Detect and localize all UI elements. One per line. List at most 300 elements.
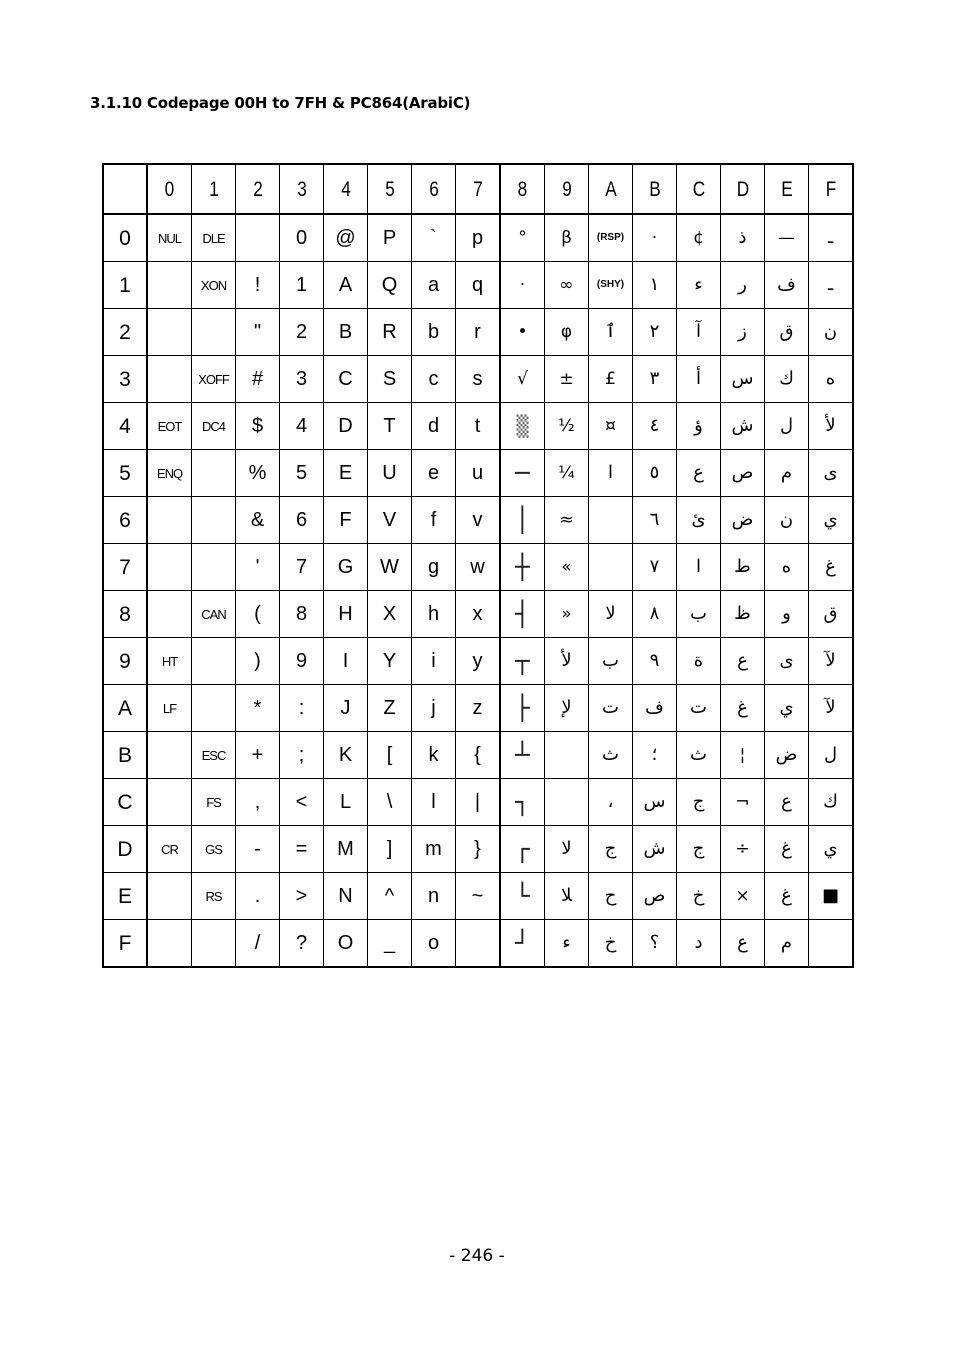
code-cell: ! — [236, 262, 280, 309]
code-cell: ي — [809, 826, 854, 873]
code-cell: : — [280, 685, 324, 732]
row-header: 1 — [103, 262, 147, 309]
code-cell: « — [545, 544, 589, 591]
row-header: A — [103, 685, 147, 732]
code-cell: ESC — [192, 732, 236, 779]
column-header: D — [724, 164, 760, 214]
code-cell: ( — [236, 591, 280, 638]
code-cell — [192, 685, 236, 732]
code-cell: 2 — [280, 309, 324, 356]
code-cell: ح — [589, 873, 633, 920]
code-cell: ت — [677, 685, 721, 732]
code-cell: | — [456, 779, 501, 826]
code-cell: c — [412, 356, 456, 403]
code-cell: ل — [809, 732, 854, 779]
code-cell — [147, 356, 192, 403]
code-cell: . — [236, 873, 280, 920]
code-cell: ن — [765, 497, 809, 544]
code-cell: , — [236, 779, 280, 826]
code-cell: > — [280, 873, 324, 920]
code-cell: ع — [677, 450, 721, 497]
code-cell: │ — [500, 497, 545, 544]
code-cell: غ — [765, 873, 809, 920]
code-cell: F — [324, 497, 368, 544]
code-cell: ب — [589, 638, 633, 685]
code-cell: \ — [368, 779, 412, 826]
code-cell: t — [456, 403, 501, 450]
code-cell: ت — [589, 685, 633, 732]
column-header: E — [768, 164, 804, 214]
table-row — [103, 591, 853, 638]
code-cell: ع — [721, 920, 765, 968]
code-cell — [147, 262, 192, 309]
row-header: 0 — [103, 214, 147, 262]
code-cell: ٢ — [633, 309, 677, 356]
code-cell: ≈ — [545, 497, 589, 544]
code-cell: ذ — [721, 214, 765, 262]
code-cell: ? — [280, 920, 324, 968]
row-header: B — [103, 732, 147, 779]
code-cell: ه — [809, 356, 854, 403]
table-row — [103, 732, 853, 779]
code-cell: A — [324, 262, 368, 309]
code-cell: B — [324, 309, 368, 356]
table-row — [103, 685, 853, 732]
code-cell: ي — [765, 685, 809, 732]
code-cell: * — [236, 685, 280, 732]
row-header: 3 — [103, 356, 147, 403]
code-cell: a — [412, 262, 456, 309]
code-cell: L — [324, 779, 368, 826]
code-cell: ـ — [809, 214, 854, 262]
code-cell: د — [677, 920, 721, 968]
code-cell: ث — [589, 732, 633, 779]
code-cell — [147, 732, 192, 779]
code-cell: d — [412, 403, 456, 450]
code-cell: 6 — [280, 497, 324, 544]
code-cell: × — [721, 873, 765, 920]
code-cell: RS — [192, 873, 236, 920]
code-cell: 9 — [280, 638, 324, 685]
code-cell: ى — [809, 450, 854, 497]
code-cell — [192, 450, 236, 497]
code-cell: ؟ — [633, 920, 677, 968]
code-cell: " — [236, 309, 280, 356]
page-number: - 246 - — [449, 1246, 505, 1266]
code-cell: ا — [677, 544, 721, 591]
code-cell: I — [324, 638, 368, 685]
code-cell: v — [456, 497, 501, 544]
code-cell: ° — [500, 214, 545, 262]
header-row — [103, 164, 853, 214]
code-cell: p — [456, 214, 501, 262]
code-cell: — — [765, 214, 809, 262]
code-cell: ┐ — [500, 779, 545, 826]
code-cell: ض — [721, 497, 765, 544]
code-cell: ء — [677, 262, 721, 309]
code-cell: ﻵ — [809, 685, 854, 732]
row-header: 8 — [103, 591, 147, 638]
code-cell: ﻼ — [545, 873, 589, 920]
code-cell: ﻵ — [809, 638, 854, 685]
code-cell: i — [412, 638, 456, 685]
code-cell: P — [368, 214, 412, 262]
code-cell: ش — [721, 403, 765, 450]
code-cell: غ — [721, 685, 765, 732]
code-cell: ص — [633, 873, 677, 920]
code-cell: j — [412, 685, 456, 732]
code-cell: R — [368, 309, 412, 356]
row-header: D — [103, 826, 147, 873]
code-cell — [456, 920, 501, 968]
code-cell: ش — [633, 826, 677, 873]
code-cell: ﻷ — [545, 638, 589, 685]
code-cell: q — [456, 262, 501, 309]
code-cell: ¼ — [545, 450, 589, 497]
code-cell — [192, 497, 236, 544]
code-cell: ٨ — [633, 591, 677, 638]
code-cell: h — [412, 591, 456, 638]
code-cell: ' — [236, 544, 280, 591]
code-cell: ~ — [456, 873, 501, 920]
code-cell — [147, 591, 192, 638]
code-cell: و — [765, 591, 809, 638]
code-cell: ر — [721, 262, 765, 309]
code-cell: V — [368, 497, 412, 544]
table-row — [103, 920, 853, 968]
code-cell: FS — [192, 779, 236, 826]
column-header: F — [813, 164, 849, 214]
code-cell: ] — [368, 826, 412, 873]
code-cell: ■ — [809, 873, 854, 920]
code-cell: u — [456, 450, 501, 497]
code-cell — [192, 638, 236, 685]
code-cell: ٦ — [633, 497, 677, 544]
code-cell: g — [412, 544, 456, 591]
code-cell: ┴ — [500, 732, 545, 779]
code-cell: • — [500, 309, 545, 356]
code-cell: (RSP) — [589, 214, 633, 262]
code-cell: ق — [809, 591, 854, 638]
code-cell: N — [324, 873, 368, 920]
column-header: 9 — [548, 164, 584, 214]
code-cell: m — [412, 826, 456, 873]
table-row — [103, 873, 853, 920]
code-cell: ﻻ — [545, 826, 589, 873]
code-cell: · — [633, 214, 677, 262]
code-cell: ة — [677, 638, 721, 685]
code-cell — [809, 920, 854, 968]
code-cell: ج — [589, 826, 633, 873]
code-cell: ع — [765, 779, 809, 826]
column-header: C — [680, 164, 716, 214]
code-cell: H — [324, 591, 368, 638]
code-cell: ٩ — [633, 638, 677, 685]
code-cell — [589, 497, 633, 544]
column-header: 5 — [371, 164, 407, 214]
code-cell: ؛ — [633, 732, 677, 779]
table-row — [103, 262, 853, 309]
code-cell: ^ — [368, 873, 412, 920]
code-cell: { — [456, 732, 501, 779]
code-cell: LF — [147, 685, 192, 732]
code-cell: S — [368, 356, 412, 403]
code-cell: ½ — [545, 403, 589, 450]
code-cell: DLE — [192, 214, 236, 262]
code-cell: └ — [500, 873, 545, 920]
code-cell: _ — [368, 920, 412, 968]
code-cell: o — [412, 920, 456, 968]
table-row — [103, 544, 853, 591]
table-row — [103, 826, 853, 873]
code-cell: ¬ — [721, 779, 765, 826]
code-cell: y — [456, 638, 501, 685]
code-cell: ٥ — [633, 450, 677, 497]
code-cell: - — [236, 826, 280, 873]
code-cell: / — [236, 920, 280, 968]
code-cell: [ — [368, 732, 412, 779]
code-cell: ` — [412, 214, 456, 262]
code-cell — [545, 779, 589, 826]
code-cell: ¢ — [677, 214, 721, 262]
code-cell: ٱ — [589, 309, 633, 356]
code-cell: CR — [147, 826, 192, 873]
code-cell: · — [500, 262, 545, 309]
row-header: E — [103, 873, 147, 920]
column-header: B — [636, 164, 672, 214]
code-cell — [545, 732, 589, 779]
code-cell: } — [456, 826, 501, 873]
code-cell: غ — [809, 544, 854, 591]
code-cell — [147, 920, 192, 968]
code-cell: D — [324, 403, 368, 450]
code-cell: Y — [368, 638, 412, 685]
code-cell: e — [412, 450, 456, 497]
code-cell: ﻷ — [809, 403, 854, 450]
code-cell: J — [324, 685, 368, 732]
code-cell: خ — [677, 873, 721, 920]
table-row — [103, 356, 853, 403]
code-cell: £ — [589, 356, 633, 403]
code-cell: 4 — [280, 403, 324, 450]
code-cell: NUL — [147, 214, 192, 262]
code-cell: $ — [236, 403, 280, 450]
row-header: 4 — [103, 403, 147, 450]
code-cell: % — [236, 450, 280, 497]
code-cell: ﻻ — [589, 591, 633, 638]
code-cell: U — [368, 450, 412, 497]
code-cell — [589, 544, 633, 591]
code-cell: 0 — [280, 214, 324, 262]
code-cell: ل — [765, 403, 809, 450]
code-cell: < — [280, 779, 324, 826]
code-cell: » — [545, 591, 589, 638]
code-cell — [147, 309, 192, 356]
code-cell: ك — [809, 779, 854, 826]
code-cell: β — [545, 214, 589, 262]
row-header: 6 — [103, 497, 147, 544]
code-cell: آ — [677, 309, 721, 356]
code-cell: b — [412, 309, 456, 356]
code-cell: ┤ — [500, 591, 545, 638]
code-cell: O — [324, 920, 368, 968]
code-cell: ∞ — [545, 262, 589, 309]
column-header: A — [592, 164, 628, 214]
code-cell: ﻹ — [545, 685, 589, 732]
code-cell: 1 — [280, 262, 324, 309]
code-cell: XOFF — [192, 356, 236, 403]
column-header: 1 — [195, 164, 231, 214]
code-cell: 7 — [280, 544, 324, 591]
code-cell: Q — [368, 262, 412, 309]
code-cell: T — [368, 403, 412, 450]
code-cell: ¦ — [721, 732, 765, 779]
table-row — [103, 214, 853, 262]
code-cell: C — [324, 356, 368, 403]
code-cell: E — [324, 450, 368, 497]
code-cell: w — [456, 544, 501, 591]
code-cell: r — [456, 309, 501, 356]
table-row — [103, 779, 853, 826]
code-cell — [147, 544, 192, 591]
table-row — [103, 403, 853, 450]
code-cell: ـ — [809, 262, 854, 309]
code-cell — [192, 544, 236, 591]
code-cell: ± — [545, 356, 589, 403]
code-cell: & — [236, 497, 280, 544]
code-cell: (SHY) — [589, 262, 633, 309]
code-cell: ز — [721, 309, 765, 356]
code-cell: ÷ — [721, 826, 765, 873]
code-cell: ) — [236, 638, 280, 685]
code-cell: ─ — [500, 450, 545, 497]
code-cell: K — [324, 732, 368, 779]
code-cell: ب — [677, 591, 721, 638]
column-header: 0 — [151, 164, 187, 214]
code-cell: φ — [545, 309, 589, 356]
code-cell — [147, 873, 192, 920]
code-cell: √ — [500, 356, 545, 403]
row-header: C — [103, 779, 147, 826]
code-cell: 3 — [280, 356, 324, 403]
row-header: 7 — [103, 544, 147, 591]
code-cell: ف — [765, 262, 809, 309]
code-cell: م — [765, 450, 809, 497]
code-cell: ▒ — [500, 403, 545, 450]
code-cell: ¤ — [589, 403, 633, 450]
code-cell: l — [412, 779, 456, 826]
section-heading: 3.1.10 Codepage 00H to 7FH & PC864(ArabiC) — [90, 94, 471, 112]
code-cell: ن — [809, 309, 854, 356]
code-cell: 8 — [280, 591, 324, 638]
column-header: 2 — [239, 164, 275, 214]
code-cell: ┬ — [500, 638, 545, 685]
code-cell: ئ — [677, 497, 721, 544]
corner-cell — [103, 164, 147, 214]
code-cell: ؤ — [677, 403, 721, 450]
code-cell: DC4 — [192, 403, 236, 450]
code-cell: أ — [677, 356, 721, 403]
code-cell: ك — [765, 356, 809, 403]
code-cell: ├ — [500, 685, 545, 732]
code-cell: z — [456, 685, 501, 732]
code-cell: ٧ — [633, 544, 677, 591]
codepage-table — [102, 163, 854, 968]
code-cell: GS — [192, 826, 236, 873]
row-header: F — [103, 920, 147, 968]
table-row — [103, 450, 853, 497]
code-cell — [147, 779, 192, 826]
code-cell: # — [236, 356, 280, 403]
table-row — [103, 309, 853, 356]
code-cell: ﺀ — [545, 920, 589, 968]
code-cell: ف — [633, 685, 677, 732]
code-cell: ظ — [721, 591, 765, 638]
code-cell: س — [721, 356, 765, 403]
code-cell: s — [456, 356, 501, 403]
code-cell: ; — [280, 732, 324, 779]
code-cell: ى — [765, 638, 809, 685]
code-cell: ، — [589, 779, 633, 826]
row-header: 5 — [103, 450, 147, 497]
code-cell: x — [456, 591, 501, 638]
code-cell: ض — [765, 732, 809, 779]
code-cell: CAN — [192, 591, 236, 638]
code-cell — [236, 214, 280, 262]
code-cell: خ — [589, 920, 633, 968]
code-cell: HT — [147, 638, 192, 685]
column-header: 3 — [283, 164, 319, 214]
table-row — [103, 497, 853, 544]
code-cell: ﺍ — [589, 450, 633, 497]
code-cell: ط — [721, 544, 765, 591]
code-cell: ث — [677, 732, 721, 779]
code-cell: ق — [765, 309, 809, 356]
code-cell: ١ — [633, 262, 677, 309]
code-cell: Z — [368, 685, 412, 732]
row-header: 2 — [103, 309, 147, 356]
code-cell: k — [412, 732, 456, 779]
code-cell: + — [236, 732, 280, 779]
column-header: 7 — [460, 164, 496, 214]
code-cell: ٣ — [633, 356, 677, 403]
code-cell: س — [633, 779, 677, 826]
code-cell: ج — [677, 826, 721, 873]
code-cell: ص — [721, 450, 765, 497]
code-cell: n — [412, 873, 456, 920]
code-cell: ي — [809, 497, 854, 544]
code-cell — [147, 497, 192, 544]
code-cell: W — [368, 544, 412, 591]
code-cell: م — [765, 920, 809, 968]
column-header: 6 — [415, 164, 451, 214]
column-header: 8 — [504, 164, 540, 214]
table-row — [103, 638, 853, 685]
row-header: 9 — [103, 638, 147, 685]
code-cell: 5 — [280, 450, 324, 497]
code-cell: ع — [721, 638, 765, 685]
code-cell: = — [280, 826, 324, 873]
code-cell: EOT — [147, 403, 192, 450]
code-cell: ┼ — [500, 544, 545, 591]
code-cell — [192, 920, 236, 968]
column-header: 4 — [327, 164, 363, 214]
code-cell: ┘ — [500, 920, 545, 968]
code-cell: X — [368, 591, 412, 638]
code-cell: ه — [765, 544, 809, 591]
code-cell: ┌ — [500, 826, 545, 873]
code-cell: غ — [765, 826, 809, 873]
